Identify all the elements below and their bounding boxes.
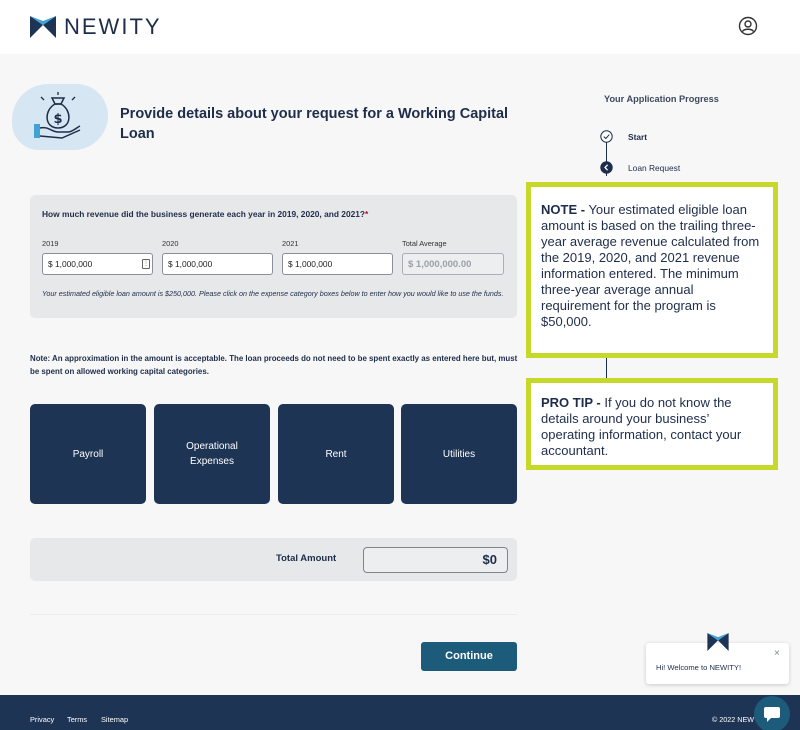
revenue-question [42, 209, 368, 219]
revenue-question-text: How much revenue did the business generate each year in 2019, 2020, and 2021? [42, 209, 366, 219]
user-circle-icon[interactable] [738, 16, 758, 36]
note-box [526, 182, 778, 358]
revenue-panel [30, 195, 517, 318]
chat-greeting: Hi! Welcome to NEWITY! [656, 663, 742, 672]
tip-text: If you do not know the details around your business’ operating information, contact your accountant. [541, 395, 742, 458]
divider [30, 614, 517, 615]
newity-logo-icon [30, 16, 56, 38]
terms-link[interactable]: Terms [67, 715, 88, 724]
privacy-link[interactable]: Privacy [30, 715, 55, 724]
continue-button[interactable]: Continue [421, 642, 517, 671]
category-utilities[interactable] [401, 404, 517, 504]
revenue-2020-input[interactable] [162, 253, 273, 275]
brand-logo[interactable] [30, 14, 162, 40]
step-start: Start [628, 132, 648, 142]
step-loan-request: Loan Request [628, 163, 681, 173]
year-label-2021: 2021 [282, 239, 299, 248]
pro-tip-box [526, 378, 778, 470]
top-bar [0, 0, 800, 54]
page-title: Provide details about your request for a Working Capital Loan [120, 106, 509, 142]
year-label-2020: 2020 [162, 239, 179, 248]
total-amount-value: $0 [363, 547, 508, 573]
chat-bubble-icon [763, 706, 781, 723]
revenue-2019-input[interactable] [42, 253, 153, 275]
footer [0, 695, 800, 730]
svg-text:$: $ [53, 112, 63, 127]
brand-name: NEWITY [64, 14, 162, 39]
total-average-field [402, 253, 504, 275]
current-step-icon [600, 161, 613, 174]
category-payroll[interactable] [30, 404, 146, 504]
total-amount-label: Total Amount [276, 553, 337, 564]
tip-heading: PRO TIP - [541, 395, 601, 410]
category-label: Utilities [442, 448, 476, 460]
sitemap-link[interactable]: Sitemap [101, 715, 129, 724]
category-label: Rent [325, 448, 347, 460]
revenue-2021-input[interactable] [282, 253, 393, 275]
estimate-note: Your estimated eligible loan amount is $250,000. Please click on the expense category boxes below to enter how you would like to use the funds. [42, 289, 504, 298]
note-text: Your estimated eligible loan amount is based on the trailing three-year average revenue calculated from the 2019, 2020, and 2021 revenue information entered. The minimum three-year average annual requirement for the program is $50,000. [541, 202, 760, 329]
total-panel [30, 538, 517, 581]
note-heading: NOTE - [541, 202, 586, 217]
required-mark: * [365, 209, 369, 219]
copyright: © 2022 NEW [712, 715, 755, 724]
close-icon[interactable]: × [774, 648, 780, 659]
check-circle-icon [600, 130, 613, 143]
category-rent[interactable] [278, 404, 394, 504]
newity-logo-icon [707, 633, 729, 651]
total-average-label: Total Average [402, 239, 447, 248]
category-label: Operational Expenses [186, 441, 238, 467]
progress-connector [606, 358, 607, 380]
year-label-2019: 2019 [42, 239, 59, 248]
calculator-icon[interactable]: ⋮ [143, 261, 149, 267]
category-label: Payroll [72, 448, 104, 460]
category-operational-expenses[interactable] [154, 404, 270, 504]
progress-title: Your Application Progress [604, 94, 719, 104]
chat-launcher-button[interactable] [754, 696, 790, 730]
approximation-note: Note: An approximation in the amount is acceptable. The loan proceeds do not need to be spent exactly as entered here but, must be spent on allowed working capital categories. [30, 354, 518, 376]
money-bag-hand-icon [28, 88, 88, 148]
